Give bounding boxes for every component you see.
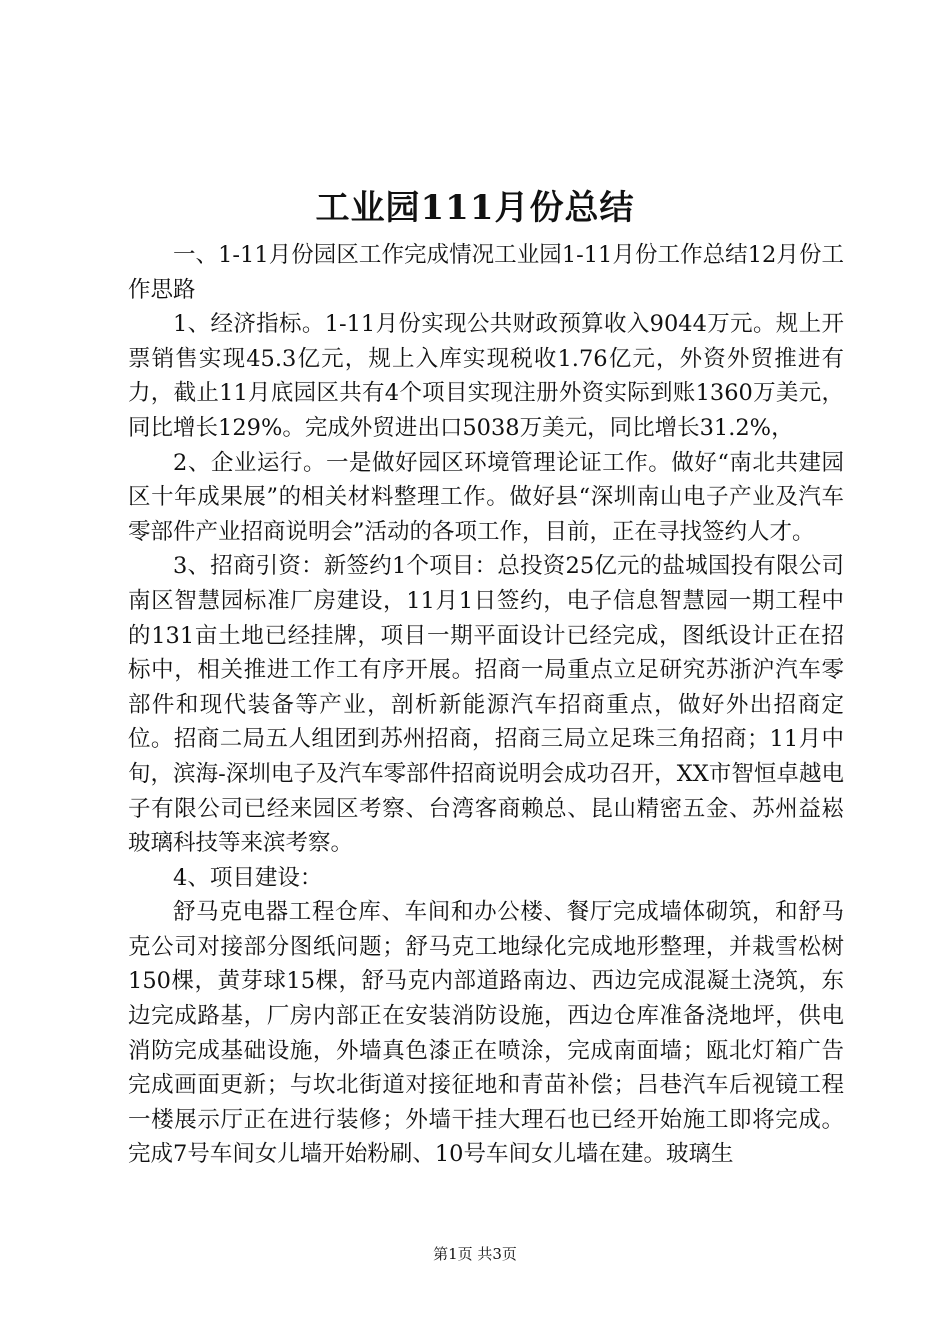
paragraph-project-construction-details: 舒马克电器工程仓库、车间和办公楼、餐厅完成墙体砌筑，和舒马克公司对接部分图纸问题；舒马克工地绿化完成地形整理，并栽雪松树150棵，黄芽球15棵，舒马克内部道路南边、西边完成混凝土浇筑，东边完成路基，厂房内部正在安装消防设施，西边仓库准备浇地坪，供电消防完成基础设施，外墙真色漆正在喷涂，完成南面墙；瓯北灯箱广告完成画面更新；与坎北街道对接征地和青苗补偿；吕巷汽车后视镜工程一楼展示厅正在进行装修；外墙干挂大理石也已经开始施工即将完成。完成7号车间女儿墙开始粉刷、10号车间女儿墙在建。玻璃生	[128, 899, 844, 1168]
document-body	[128, 238, 844, 1172]
paragraph-economic-indicators: 1、经济指标。1-11月份实现公共财政预算收入9044万元。规上开票销售实现45.3亿元，规上入库实现税收1.76亿元，外资外贸推进有力，截止11月底园区共有4个项目实现注册外资实际到账1360万美元，同比增长129%。完成外贸进出口5038万美元，同比增长31.2%，	[128, 311, 844, 441]
page-number-footer: 第1页 共3页	[433, 1245, 517, 1263]
paragraph-investment-attraction: 3、招商引资：新签约1个项目：总投资25亿元的盐城国投有限公司南区智慧园标准厂房建设，11月1日签约，电子信息智慧园一期工程中的131亩土地已经挂牌，项目一期平面设计已经完成，图纸设计正在招标中，相关推进工作工有序开展。招商一局重点立足研究苏浙沪汽车零部件和现代装备等产业，剖析新能源汽车招商重点，做好外出招商定位。招商二局五人组团到苏州招商，招商三局立足珠三角招商；11月中旬，滨海-深圳电子及汽车零部件招商说明会成功召开，XX市智恒卓越电子有限公司已经来园区考察、台湾客商赖总、昆山精密五金、苏州益崧玻璃科技等来滨考察。	[128, 553, 844, 857]
paragraph-project-construction-heading: 4、项目建设：	[173, 864, 323, 891]
paragraph-intro: 一、1-11月份园区工作完成情况工业园1-11月份工作总结12月份工作思路	[128, 242, 844, 303]
paragraph-enterprise-operation: 2、企业运行。一是做好园区环境管理论证工作。做好“南北共建园区十年成果展”的相关材料整理工作。做好县“深圳南山电子产业及汽车零部件产业招商说明会”活动的各项工作，目前，正在寻找签约人才。	[128, 449, 844, 545]
document-title: 工业园111月份总结	[315, 188, 635, 228]
